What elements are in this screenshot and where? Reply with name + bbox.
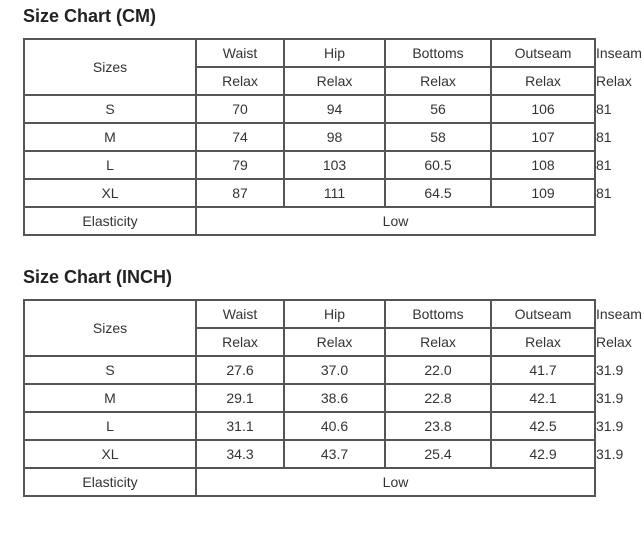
value-cell: 64.5: [385, 179, 491, 207]
elasticity-value-cell: Low: [196, 207, 595, 235]
value-cell: 29.1: [196, 384, 284, 412]
size-label-cell: XL: [24, 440, 196, 468]
value-cell: 27.6: [196, 356, 284, 384]
value-cell: 79: [196, 151, 284, 179]
value-cell: 42.5: [491, 412, 595, 440]
size-chart-cm-table: [23, 38, 642, 236]
size-chart-cm-title: Size Chart (CM): [23, 6, 157, 26]
size-chart-inch-table: [23, 299, 642, 497]
table-row: XL 87 111 64.5 109 81: [24, 179, 595, 207]
value-cell: 106: [491, 95, 595, 123]
fit-cell: Relax: [385, 328, 491, 356]
value-cell: 34.3: [196, 440, 284, 468]
fit-cell: Relax: [196, 328, 284, 356]
value-cell: 25.4: [385, 440, 491, 468]
value-cell: 41.7: [491, 356, 595, 384]
table-row: XL 34.3 43.7 25.4 42.9 31.9: [24, 440, 595, 468]
fit-cell: Relax: [491, 328, 595, 356]
column-header-waist: Waist: [196, 300, 284, 328]
value-cell: 87: [196, 179, 284, 207]
value-cell: 107: [491, 123, 595, 151]
fit-row: Relax Relax Relax Relax Relax: [24, 67, 595, 95]
table-row: M 29.1 38.6 22.8 42.1 31.9: [24, 384, 595, 412]
table-row: S 70 94 56 106 81: [24, 95, 595, 123]
value-cell: 37.0: [284, 356, 385, 384]
value-cell: 40.6: [284, 412, 385, 440]
size-label-cell: S: [24, 356, 196, 384]
header-row: Sizes Waist Hip Bottoms Outseam Inseam: [24, 300, 595, 328]
column-header-hip: Hip: [284, 39, 385, 67]
value-cell: 58: [385, 123, 491, 151]
table-row: S 27.6 37.0 22.0 41.7 31.9: [24, 356, 595, 384]
table-row: L 79 103 60.5 108 81: [24, 151, 595, 179]
size-label-cell: M: [24, 123, 196, 151]
size-label-cell: S: [24, 95, 196, 123]
fit-cell: Relax: [284, 328, 385, 356]
column-header-outseam: Outseam: [491, 39, 595, 67]
size-label-cell: XL: [24, 179, 196, 207]
table-row: L 31.1 40.6 23.8 42.5 31.9: [24, 412, 595, 440]
column-header-bottoms: Bottoms: [385, 300, 491, 328]
value-cell: 109: [491, 179, 595, 207]
value-cell: 94: [284, 95, 385, 123]
header-row: Sizes Waist Hip Bottoms Outseam Inseam: [24, 39, 595, 67]
value-cell: 23.8: [385, 412, 491, 440]
value-cell: 22.8: [385, 384, 491, 412]
table-row: M 74 98 58 107 81: [24, 123, 595, 151]
value-cell: 42.9: [491, 440, 595, 468]
fit-cell: Relax: [196, 67, 284, 95]
value-cell: 98: [284, 123, 385, 151]
elasticity-row: [24, 468, 595, 496]
size-label-cell: L: [24, 151, 196, 179]
value-cell: 22.0: [385, 356, 491, 384]
size-label-cell: L: [24, 412, 196, 440]
value-cell: 38.6: [284, 384, 385, 412]
value-cell: 108: [491, 151, 595, 179]
fit-cell: Relax: [385, 67, 491, 95]
fit-row: Relax Relax Relax Relax Relax: [24, 328, 595, 356]
value-cell: 70: [196, 95, 284, 123]
value-cell: 42.1: [491, 384, 595, 412]
value-cell: 111: [284, 179, 385, 207]
sizes-header-cell: Sizes: [24, 300, 196, 356]
value-cell: 74: [196, 123, 284, 151]
elasticity-value-cell: Low: [196, 468, 595, 496]
column-header-waist: Waist: [196, 39, 284, 67]
fit-cell: Relax: [284, 67, 385, 95]
elasticity-row: [24, 207, 595, 235]
value-cell: 31.1: [196, 412, 284, 440]
fit-cell: Relax: [491, 67, 595, 95]
value-cell: 60.5: [385, 151, 491, 179]
elasticity-label-cell: Elasticity: [24, 468, 196, 496]
elasticity-label-cell: Elasticity: [24, 207, 196, 235]
size-label-cell: M: [24, 384, 196, 412]
size-chart-inch-title: Size Chart (INCH): [23, 267, 173, 287]
column-header-hip: Hip: [284, 300, 385, 328]
sizes-header-cell: Sizes: [24, 39, 196, 95]
value-cell: 103: [284, 151, 385, 179]
column-header-outseam: Outseam: [491, 300, 595, 328]
column-header-bottoms: Bottoms: [385, 39, 491, 67]
value-cell: 43.7: [284, 440, 385, 468]
value-cell: 56: [385, 95, 491, 123]
